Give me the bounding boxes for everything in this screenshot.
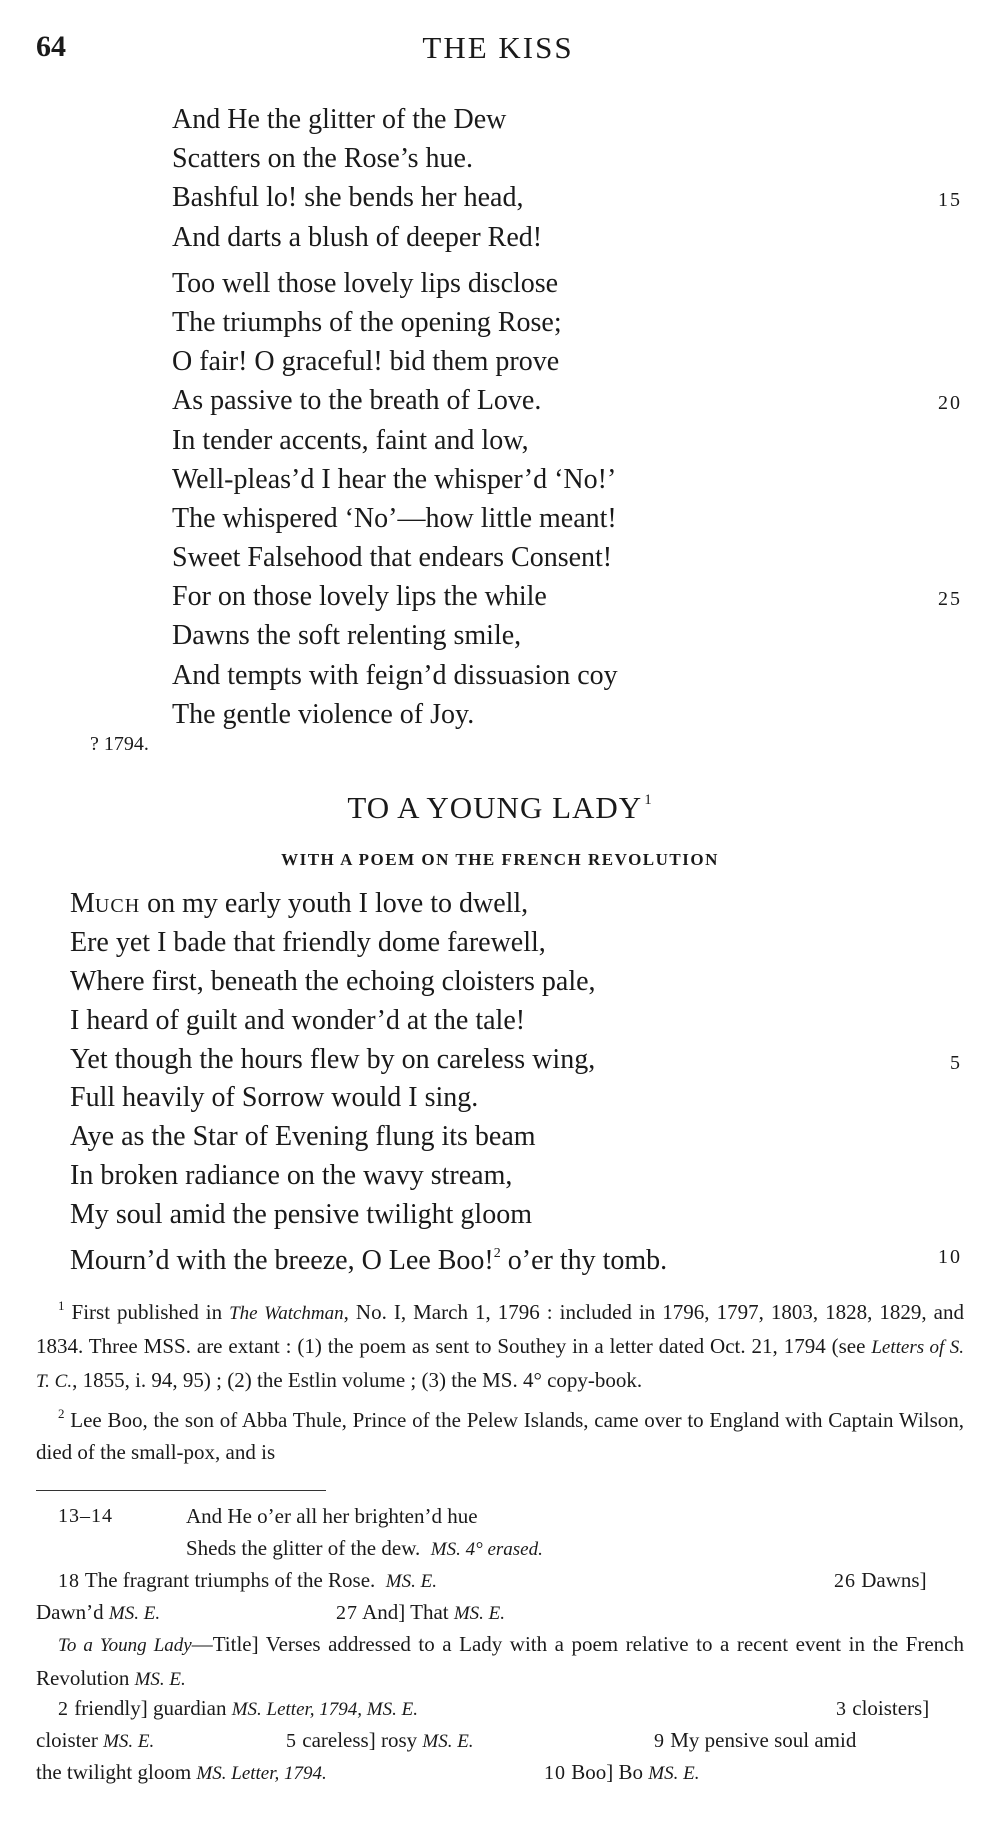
poem-line: Sweet Falsehood that endears Consent!: [172, 542, 613, 574]
variant-line: To a Young Lady—Title] Verses addressed to a Lady with a poem relative to a recent event in the French Revolution MS. E.: [36, 1632, 964, 1690]
line-number: 25: [938, 588, 962, 611]
poem-line: Dawns the soft relenting smile,: [172, 620, 522, 652]
variant-line: the twilight gloom MS. Letter, 1794. 10 Boo] Bo MS. E.: [36, 1760, 700, 1784]
variant-line: 18 The fragrant triumphs of the Rose. MS. E. 26 Dawns]: [58, 1568, 927, 1592]
poem-line: Well-pleas’d I hear the whisper’d ‘No!’: [172, 463, 617, 495]
footnote-2: $^2$ Lee Boo, the son of Abba Thule, Prince of the Pelew Islands, came over to England with Captain Wilson, died of the small-pox, and is: [36, 1406, 964, 1464]
footnote-marker: 1: [644, 792, 653, 808]
poem-date: ? 1794.: [90, 733, 149, 755]
poem-line: And tempts with feign’d dissuasion coy: [172, 659, 618, 691]
variant-line: Dawn’d MS. E. 27 And] That MS. E.: [36, 1600, 506, 1624]
poem-line: O fair! O graceful! bid them prove: [172, 346, 560, 378]
poem-line: Full heavily of Sorrow would I sing.: [70, 1082, 479, 1114]
poem-subtitle: WITH A POEM ON THE FRENCH REVOLUTION: [281, 850, 719, 869]
line-number: 10: [938, 1246, 962, 1269]
footnote-marker: 2: [493, 1246, 501, 1262]
poem-line: The triumphs of the opening Rose;: [172, 306, 562, 338]
poem-line: Where first, beneath the echoing cloisters pale,: [70, 965, 596, 997]
variant-line: 13–14 And He o’er all her brighten’d hue: [58, 1504, 478, 1528]
line-number: 20: [938, 392, 962, 415]
poem-line: And darts a blush of deeper Red!: [172, 221, 543, 253]
poem-to-a-young-lady: [70, 885, 962, 1277]
poem-line: The whispered ‘No’—how little meant!: [172, 502, 617, 534]
page-number: 64: [36, 30, 66, 63]
variant-line: cloister MS. E. 5 careless] rosy MS. E. 9 My pensive soul amid: [36, 1728, 857, 1752]
running-header: [36, 30, 960, 74]
poem-line: My soul amid the pensive twilight gloom: [70, 1199, 532, 1231]
poem-line: Mourn’d with the breeze, O Lee Boo!$^2$ o’er thy tomb. 10: [70, 1235, 962, 1274]
poem-line: As passive to the breath of Love. 20: [172, 381, 962, 420]
poem-line: Bashful lo! she bends her head, 15: [172, 178, 962, 217]
poem-line: I heard of guilt and wonder’d at the tale!: [70, 1004, 526, 1036]
poem-line: In broken radiance on the wavy stream,: [70, 1160, 513, 1192]
poem-line: And He the glitter of the Dew: [172, 104, 507, 135]
poem-line: MUCH on my early youth I love to dwell,: [70, 888, 529, 919]
running-title: THE KISS: [422, 30, 574, 65]
variant-line: 2 friendly] guardian MS. Letter, 1794, MS. E. 3 cloisters]: [58, 1696, 930, 1720]
textual-variants: [36, 1500, 964, 1788]
poem-line: Ere yet I bade that friendly dome farewell,: [70, 926, 546, 958]
footnote-1: $^1$ First published in The Watchman, No. I, March 1, 1796 : included in 1796, 1797, 1803, 1828, 1829, and 1834. Three MSS. are extant : (1) the poem as sent to Southey in a letter dated Oct. 21, 1794 (see Letters of S. T. C., 1855, i. 94, 95) ; (2) the Estlin volume ; (3) the MS. 4° copy-book.: [36, 1298, 965, 1392]
poem-line: The gentle violence of Joy.: [172, 698, 475, 730]
poem-title: TO A YOUNG LADY $^1$: [347, 790, 653, 825]
line-number: 5: [950, 1051, 962, 1074]
variant-line: Sheds the glitter of the dew. MS. 4° erased.: [186, 1536, 543, 1560]
poem-line: For on those lovely lips the while 25: [172, 577, 962, 616]
footnotes: [36, 1290, 964, 1468]
footnote-rule: [36, 1490, 326, 1491]
poem-line: Yet though the hours flew by on careless wing, 5: [70, 1041, 962, 1080]
poem-line: Scatters on the Rose’s hue.: [172, 143, 473, 175]
poem-line: In tender accents, faint and low,: [172, 424, 529, 456]
poem-line: Too well those lovely lips disclose: [172, 267, 559, 299]
line-number: 15: [938, 189, 962, 212]
poem-the-kiss-continued: [172, 100, 962, 734]
poem-line: Aye as the Star of Evening flung its beam: [70, 1121, 536, 1153]
